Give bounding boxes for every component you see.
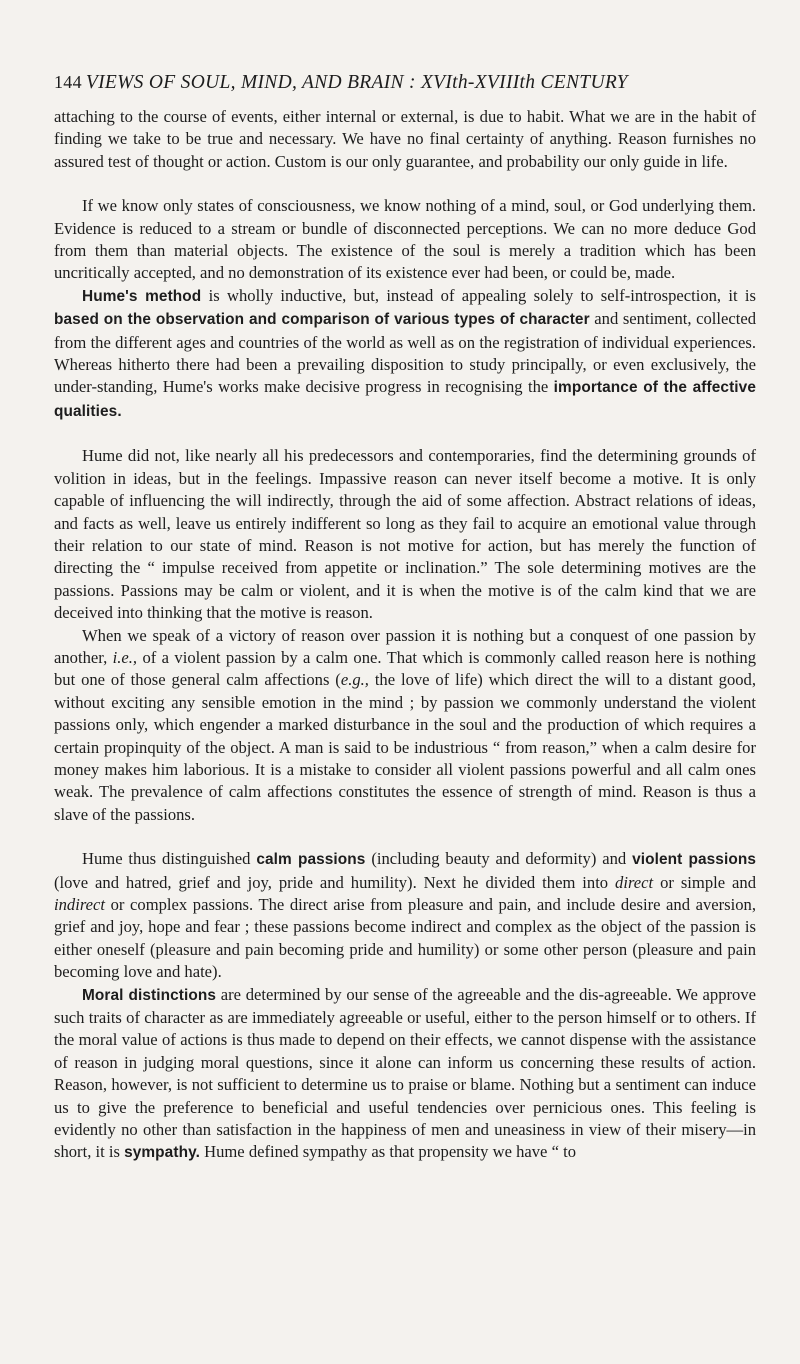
page-number: 144 <box>54 72 82 92</box>
paragraph-2: If we know only states of consciousness, we know nothing of a mind, soul, or God underlying them. Evidence is reduced to a stream or bundle of disconnected perceptions. We can no more deduce God from them than material objects. The existence of the soul is merely a tradition which has been uncritically accepted, and no demonstration of its existence ever had been, or could be, made. <box>54 196 756 283</box>
bold-term-calm-passions: calm passions <box>256 851 366 869</box>
bold-term-moral-distinctions: Moral distinctions <box>82 986 217 1004</box>
text-span: (including beauty and deformity) and <box>365 849 633 869</box>
text-span: are determined by our sense of the agreeable and the dis-agreeable. We approve such traits of character as are immediately agreeable or useful, either to the person himself or to others. If the moral value of actions is thus made to depend on their effects, we cannot dispense with the assistance of reason in judging moral questions, since it alone can inform us concerning these results of action. Reason, however, is not sufficient to determine us to praise or blame. Nothing but a sentiment can induce us to give the preference to beneficial and useful tendencies over pernicious ones. This feeling is evidently no other than satisfaction in the happiness of men and uneasiness in view of their misery—in short, it is <box>54 984 756 1162</box>
running-head <box>54 72 756 94</box>
text-span: the love of life) which direct the will to a distant good, without exciting any sensible emotion in the mind ; by passion we commonly understand the violent passions only, which engender a marked disturbance in the soul and the production of which requires a certain propinquity of the object. A man is said to be industrious “ from reason,” when a calm desire for money makes him laborious. It is a mistake to consider all violent passions powerful and all calm ones weak. The prevalence of calm affections constitutes the essence of strength of mind. Reason is thus a slave of the passions. <box>54 670 756 824</box>
bold-term-violent-passions: violent passions <box>632 851 756 869</box>
text-span: is wholly inductive, but, instead of appealing solely to self-introspection, it is <box>201 285 756 305</box>
paragraph-4: Hume did not, like nearly all his predecessors and contemporaries, find the determining grounds of volition in ideas, but in the feelings. Impassive reason can never itself become a motive. It is only capable of influencing the will indirectly, through the aid of some affection. Abstract relations of ideas, and facts as well, leave us entirely indifferent so long as they fail to acquire an emotional value through their relation to our state of mind. Reason is not motive for action, but has merely the function of directing the “ impulse received from appetite or inclination.” The sole determining motives are the passions. Passions may be calm or violent, and it is when the motive is of the calm kind that we are deceived into thinking that the motive is reason. <box>54 446 756 623</box>
italic-indirect: indirect <box>54 895 105 914</box>
text-span: (love and hatred, grief and joy, pride and humility). Next he divided them into <box>54 872 616 892</box>
paragraph-1: attaching to the course of events, either internal or external, is due to habit. What we are in the habit of finding we take to be true and necessary. We have no final certainty of anything. Reason furnishes no assured test of thought or action. Custom is our only guarantee, and probability our only guide in life. <box>54 107 756 171</box>
text-span: and sentiment, collected from the different ages and countries of the world as well as on the registration of individual experiences. Whereas hitherto there had been a prevailing disposition to study principally, or even exclusively, the under-standing, Hume's works make decisive progress in recognising the <box>54 309 756 397</box>
italic-direct: direct <box>615 872 654 892</box>
paragraph-7 <box>54 984 756 1165</box>
italic-ie: i.e., <box>112 647 138 667</box>
text-span: or simple and <box>653 872 756 892</box>
paragraph-3 <box>54 285 756 423</box>
text-span: Hume defined sympathy as that propensity we have “ to <box>199 1142 576 1162</box>
italic-eg: e.g., <box>340 670 369 690</box>
text-span: of a violent passion by a calm one. That which is commonly called reason here is nothing but one of those general calm affections ( <box>54 647 756 690</box>
bold-term-affective: importance of the affective qualities. <box>54 379 756 420</box>
paragraph-5 <box>54 625 756 827</box>
running-title: VIEWS OF SOUL, MIND, AND BRAIN : XVIth-XVIIIth CENTURY <box>85 72 628 93</box>
bold-term-observation: based on the observation and comparison of various types of character <box>54 311 590 329</box>
text-span: or complex passions. The direct arise from pleasure and pain, and include desire and aversion, grief and joy, hope and fear ; these passions become indirect and complex as the object of the passion is either oneself (pleasure and pain becoming pride and humility) or some other person (pleasure and pain becoming love and hate). <box>54 895 756 982</box>
text-span: When we speak of a victory of reason over passion it is nothing but a conquest of one passion by another, <box>54 625 756 667</box>
bold-term-sympathy: sympathy. <box>124 1144 200 1162</box>
text-span: Hume thus distinguished <box>82 849 257 869</box>
paragraph-6 <box>54 848 756 983</box>
bold-term-humes-method: Hume's method <box>82 287 202 305</box>
